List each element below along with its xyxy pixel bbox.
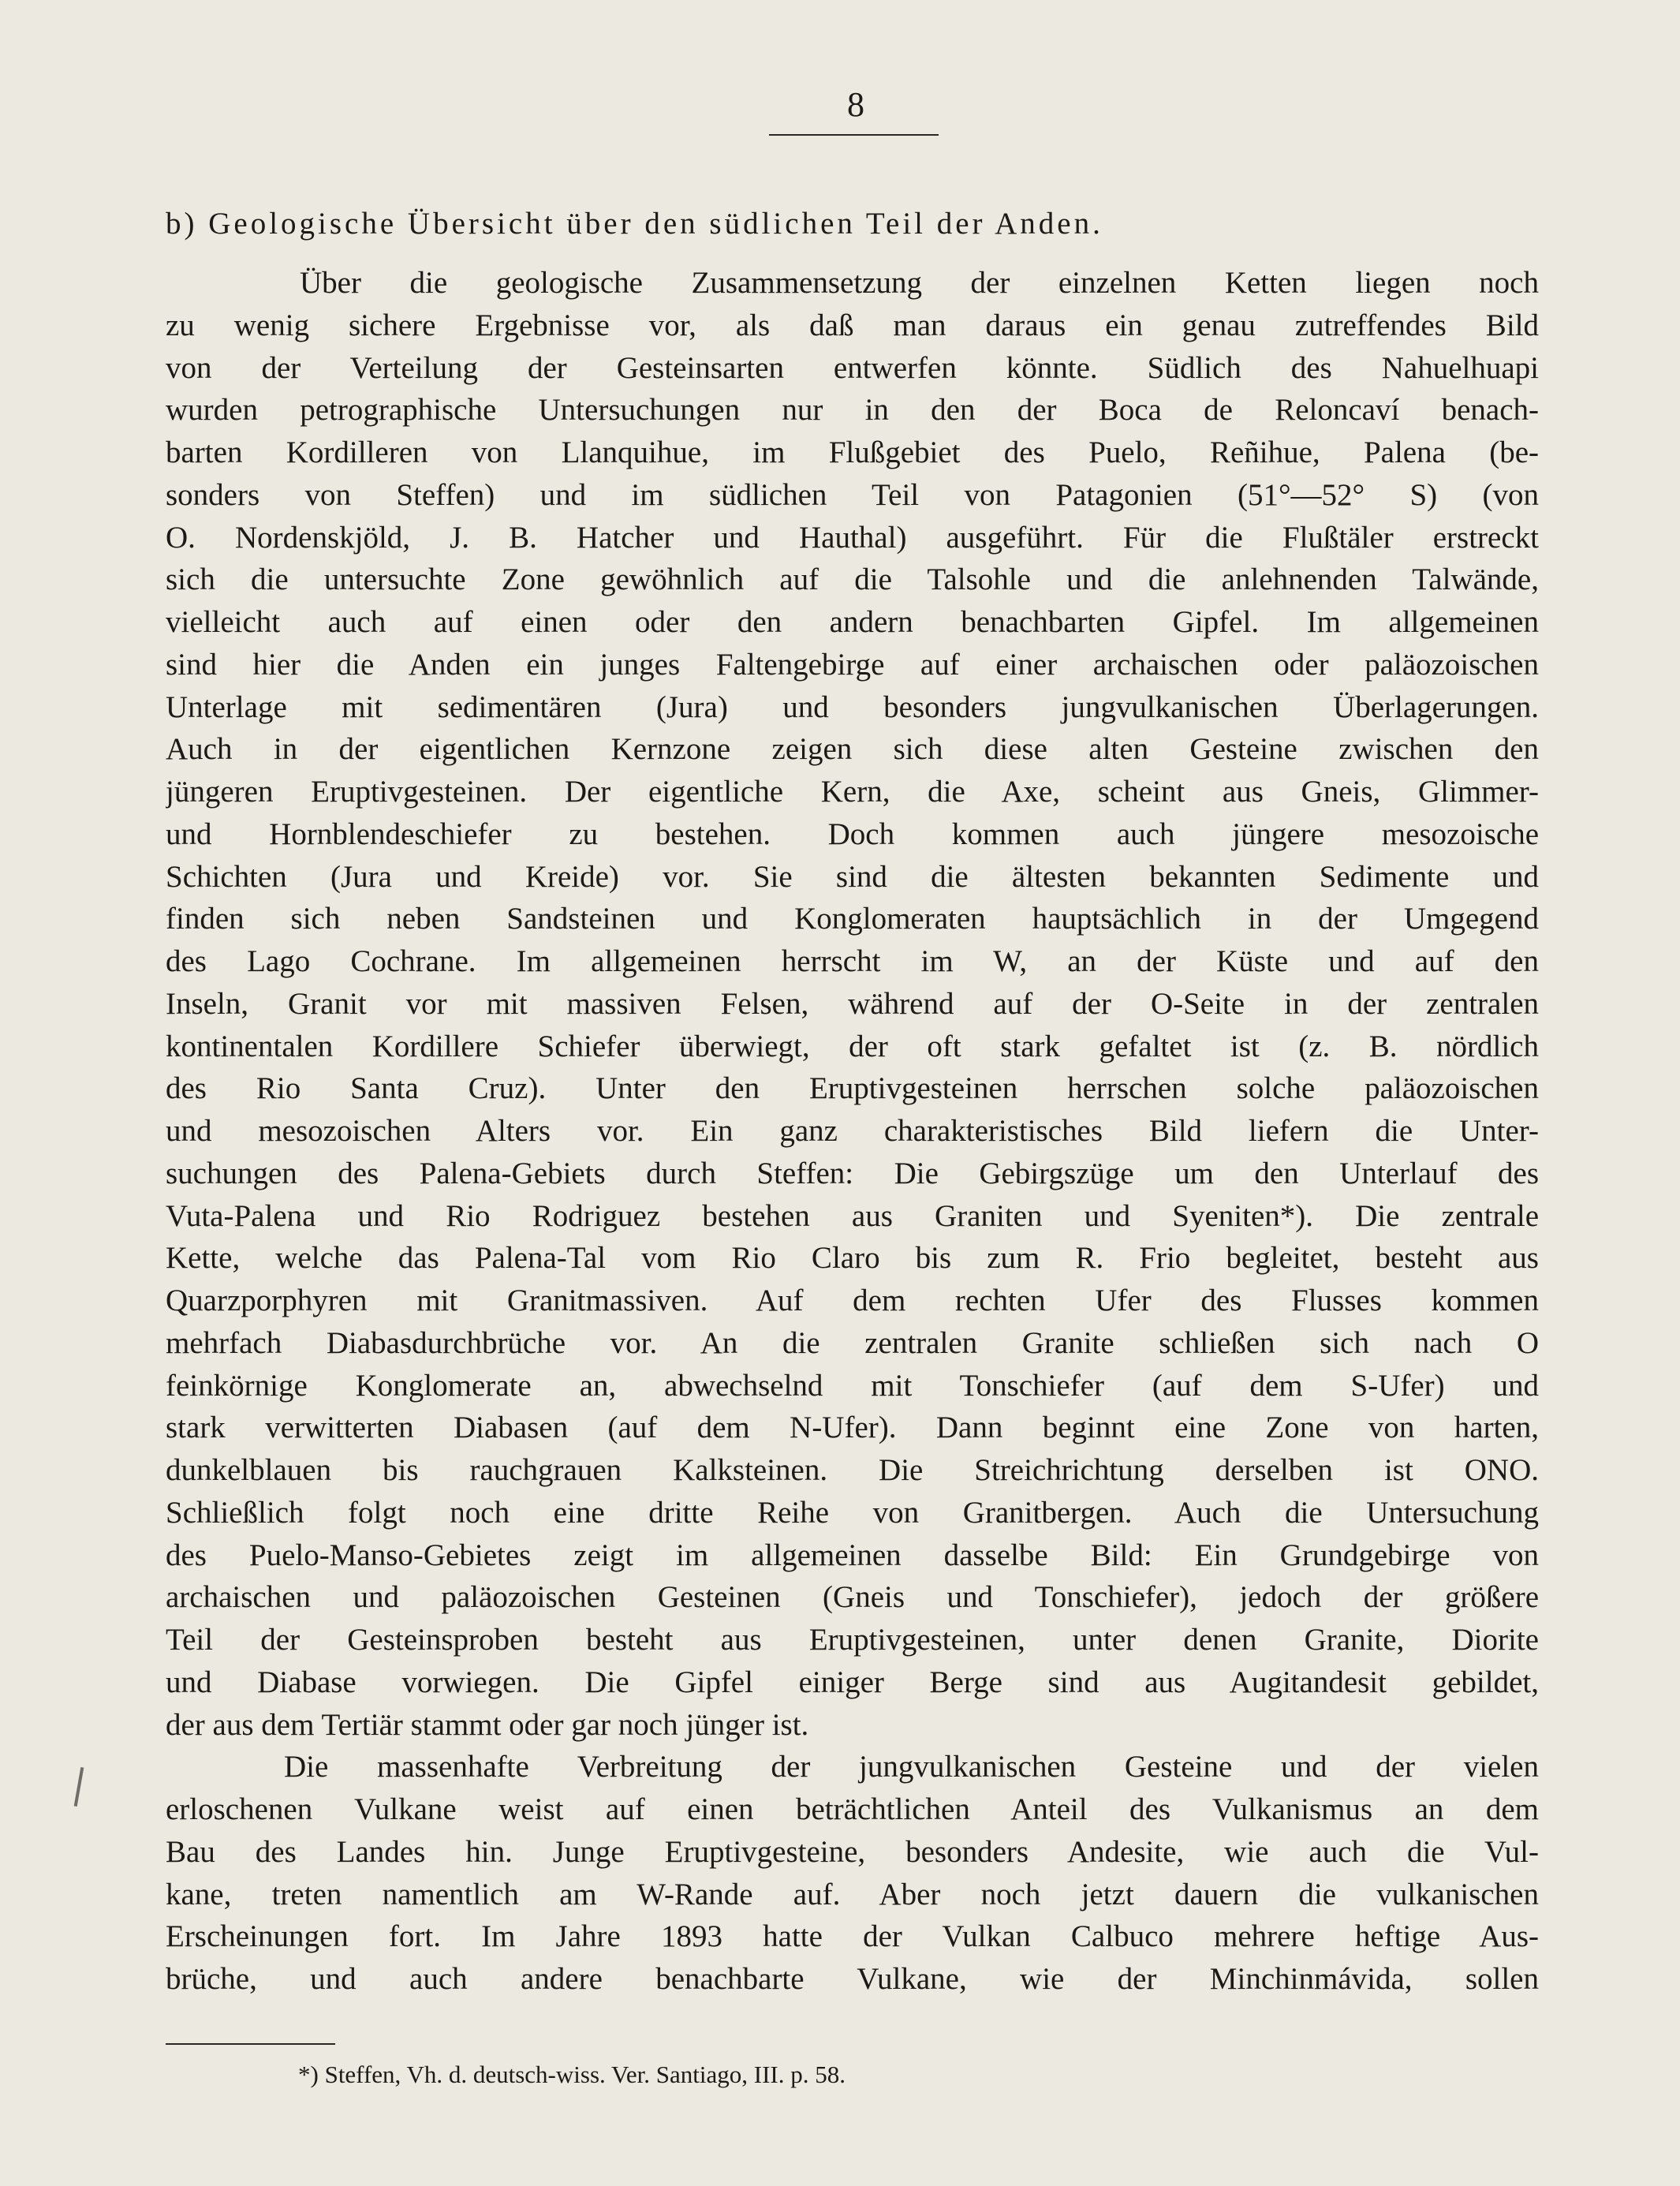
text-line: sonders von Steffen) und im südlichen Teil von Patagonien (51°—52° S) (von: [166, 477, 1539, 512]
text-line: des Lago Cochrane. Im allgemeinen herrscht im W, an der Küste und auf den: [166, 944, 1539, 978]
section-heading: b) Geologische Übersicht über den südlichen Teil der Anden.: [166, 207, 1103, 241]
text-line: Bau des Landes hin. Junge Eruptivgesteine, besonders Andesite, wie auch die Vul-: [166, 1834, 1539, 1869]
text-line: barten Kordilleren von Llanquihue, im Flußgebiet des Puelo, Reñihue, Palena (be-: [166, 435, 1539, 469]
text-line: Inseln, Granit vor mit massiven Felsen, während auf der O-Seite in der zentralen: [166, 986, 1539, 1021]
text-line: kontinentalen Kordillere Schiefer überwiegt, der oft stark gefaltet ist (z. B. nördlich: [166, 1029, 1539, 1063]
footnote-rule: [166, 2043, 335, 2045]
text-line: jüngeren Eruptivgesteinen. Der eigentliche Kern, die Axe, scheint aus Gneis, Glimmer-: [166, 775, 1539, 809]
text-line: feinkörnige Konglomerate an, abwechselnd mit Tonschiefer (auf dem S-Ufer) und: [166, 1368, 1539, 1403]
text-line: vielleicht auch auf einen oder den andern benachbarten Gipfel. Im allgemeinen: [166, 605, 1539, 639]
text-line: zu wenig sichere Ergebnisse vor, als daß man daraus ein genau zutreffendes Bild: [166, 308, 1539, 342]
margin-mark: [74, 1767, 84, 1807]
text-line: Kette, welche das Palena-Tal vom Rio Claro bis zum R. Frio begleitet, besteht aus: [166, 1241, 1539, 1276]
text-line: der aus dem Tertiär stammt oder gar noch jünger ist.: [166, 1707, 809, 1742]
text-line: stark verwitterten Diabasen (auf dem N-Ufer). Dann beginnt eine Zone von harten,: [166, 1411, 1539, 1445]
text-line: erloschenen Vulkane weist auf einen beträchtlichen Anteil des Vulkanismus an dem: [166, 1792, 1539, 1826]
text-line: suchungen des Palena-Gebiets durch Steffen: Die Gebirgszüge um den Unterlauf des: [166, 1156, 1539, 1190]
text-line: Erscheinungen fort. Im Jahre 1893 hatte der Vulkan Calbuco mehrere heftige Aus-: [166, 1919, 1539, 1954]
text-line: O. Nordenskjöld, J. B. Hatcher und Hauthal) ausgeführt. Für die Flußtäler erstreckt: [166, 520, 1539, 555]
footnote: *) Steffen, Vh. d. deutsch-wiss. Ver. Santiago, III. p. 58.: [298, 2061, 846, 2088]
text-line: brüche, und auch andere benachbarte Vulkane, wie der Minchinmávida, sollen: [166, 1962, 1539, 1996]
text-line: Vuta-Palena und Rio Rodriguez bestehen aus Graniten und Syeniten*). Die zentrale: [166, 1198, 1539, 1233]
text-line: Unterlage mit sedimentären (Jura) und besonders jungvulkanischen Überlagerungen.: [166, 689, 1539, 724]
text-line: Die massenhafte Verbreitung der jungvulkanischen Gesteine und der vielen: [284, 1750, 1539, 1784]
text-line: sind hier die Anden ein junges Faltengebirge auf einer archaischen oder paläozoischen: [166, 647, 1539, 682]
text-line: Teil der Gesteinsproben besteht aus Eruptivgesteinen, unter denen Granite, Diorite: [166, 1623, 1539, 1657]
page-number-rule: [769, 134, 939, 136]
text-line: sich die untersuchte Zone gewöhnlich auf die Talsohle und die anlehnenden Talwände,: [166, 562, 1539, 597]
text-line: von der Verteilung der Gesteinsarten entwerfen könnte. Südlich des Nahuelhuapi: [166, 350, 1539, 385]
text-line: des Puelo-Manso-Gebietes zeigt im allgemeinen dasselbe Bild: Ein Grundgebirge von: [166, 1538, 1539, 1572]
body-text: [166, 262, 1539, 2001]
text-line: Schichten (Jura und Kreide) vor. Sie sind die ältesten bekannten Sedimente und: [166, 859, 1539, 894]
text-line: finden sich neben Sandsteinen und Konglomeraten hauptsächlich in der Umgegend: [166, 902, 1539, 936]
text-line: Quarzporphyren mit Granitmassiven. Auf dem rechten Ufer des Flusses kommen: [166, 1284, 1539, 1317]
text-line: mehrfach Diabasdurchbrüche vor. An die zentralen Granite schließen sich nach O: [166, 1325, 1539, 1360]
text-line: Auch in der eigentlichen Kernzone zeigen sich diese alten Gesteine zwischen den: [166, 732, 1539, 767]
page-number: 8: [847, 85, 864, 124]
text-line: Schließlich folgt noch eine dritte Reihe von Granitbergen. Auch die Untersuchung: [166, 1495, 1539, 1530]
text-line: kane, treten namentlich am W-Rande auf. Aber noch jetzt dauern die vulkanischen: [166, 1877, 1539, 1911]
text-line: archaischen und paläozoischen Gesteinen (Gneis und Tonschiefer), jedoch der größere: [166, 1580, 1539, 1615]
text-line: und Diabase vorwiegen. Die Gipfel einiger Berge sind aus Augitandesit gebildet,: [166, 1665, 1539, 1699]
text-line: und mesozoischen Alters vor. Ein ganz charakteristisches Bild liefern die Unter-: [166, 1114, 1539, 1148]
text-line: und Hornblendeschiefer zu bestehen. Doch kommen auch jüngere mesozoische: [166, 816, 1539, 851]
text-line: dunkelblauen bis rauchgrauen Kalksteinen. Die Streichrichtung derselben ist ONO.: [166, 1453, 1539, 1487]
text-line: wurden petrographische Untersuchungen nur in den der Boca de Reloncaví benach-: [166, 393, 1539, 428]
text-line: Über die geologische Zusammensetzung der einzelnen Ketten liegen noch: [300, 266, 1539, 300]
text-line: des Rio Santa Cruz). Unter den Eruptivgesteinen herrschen solche paläozoischen: [166, 1071, 1539, 1106]
